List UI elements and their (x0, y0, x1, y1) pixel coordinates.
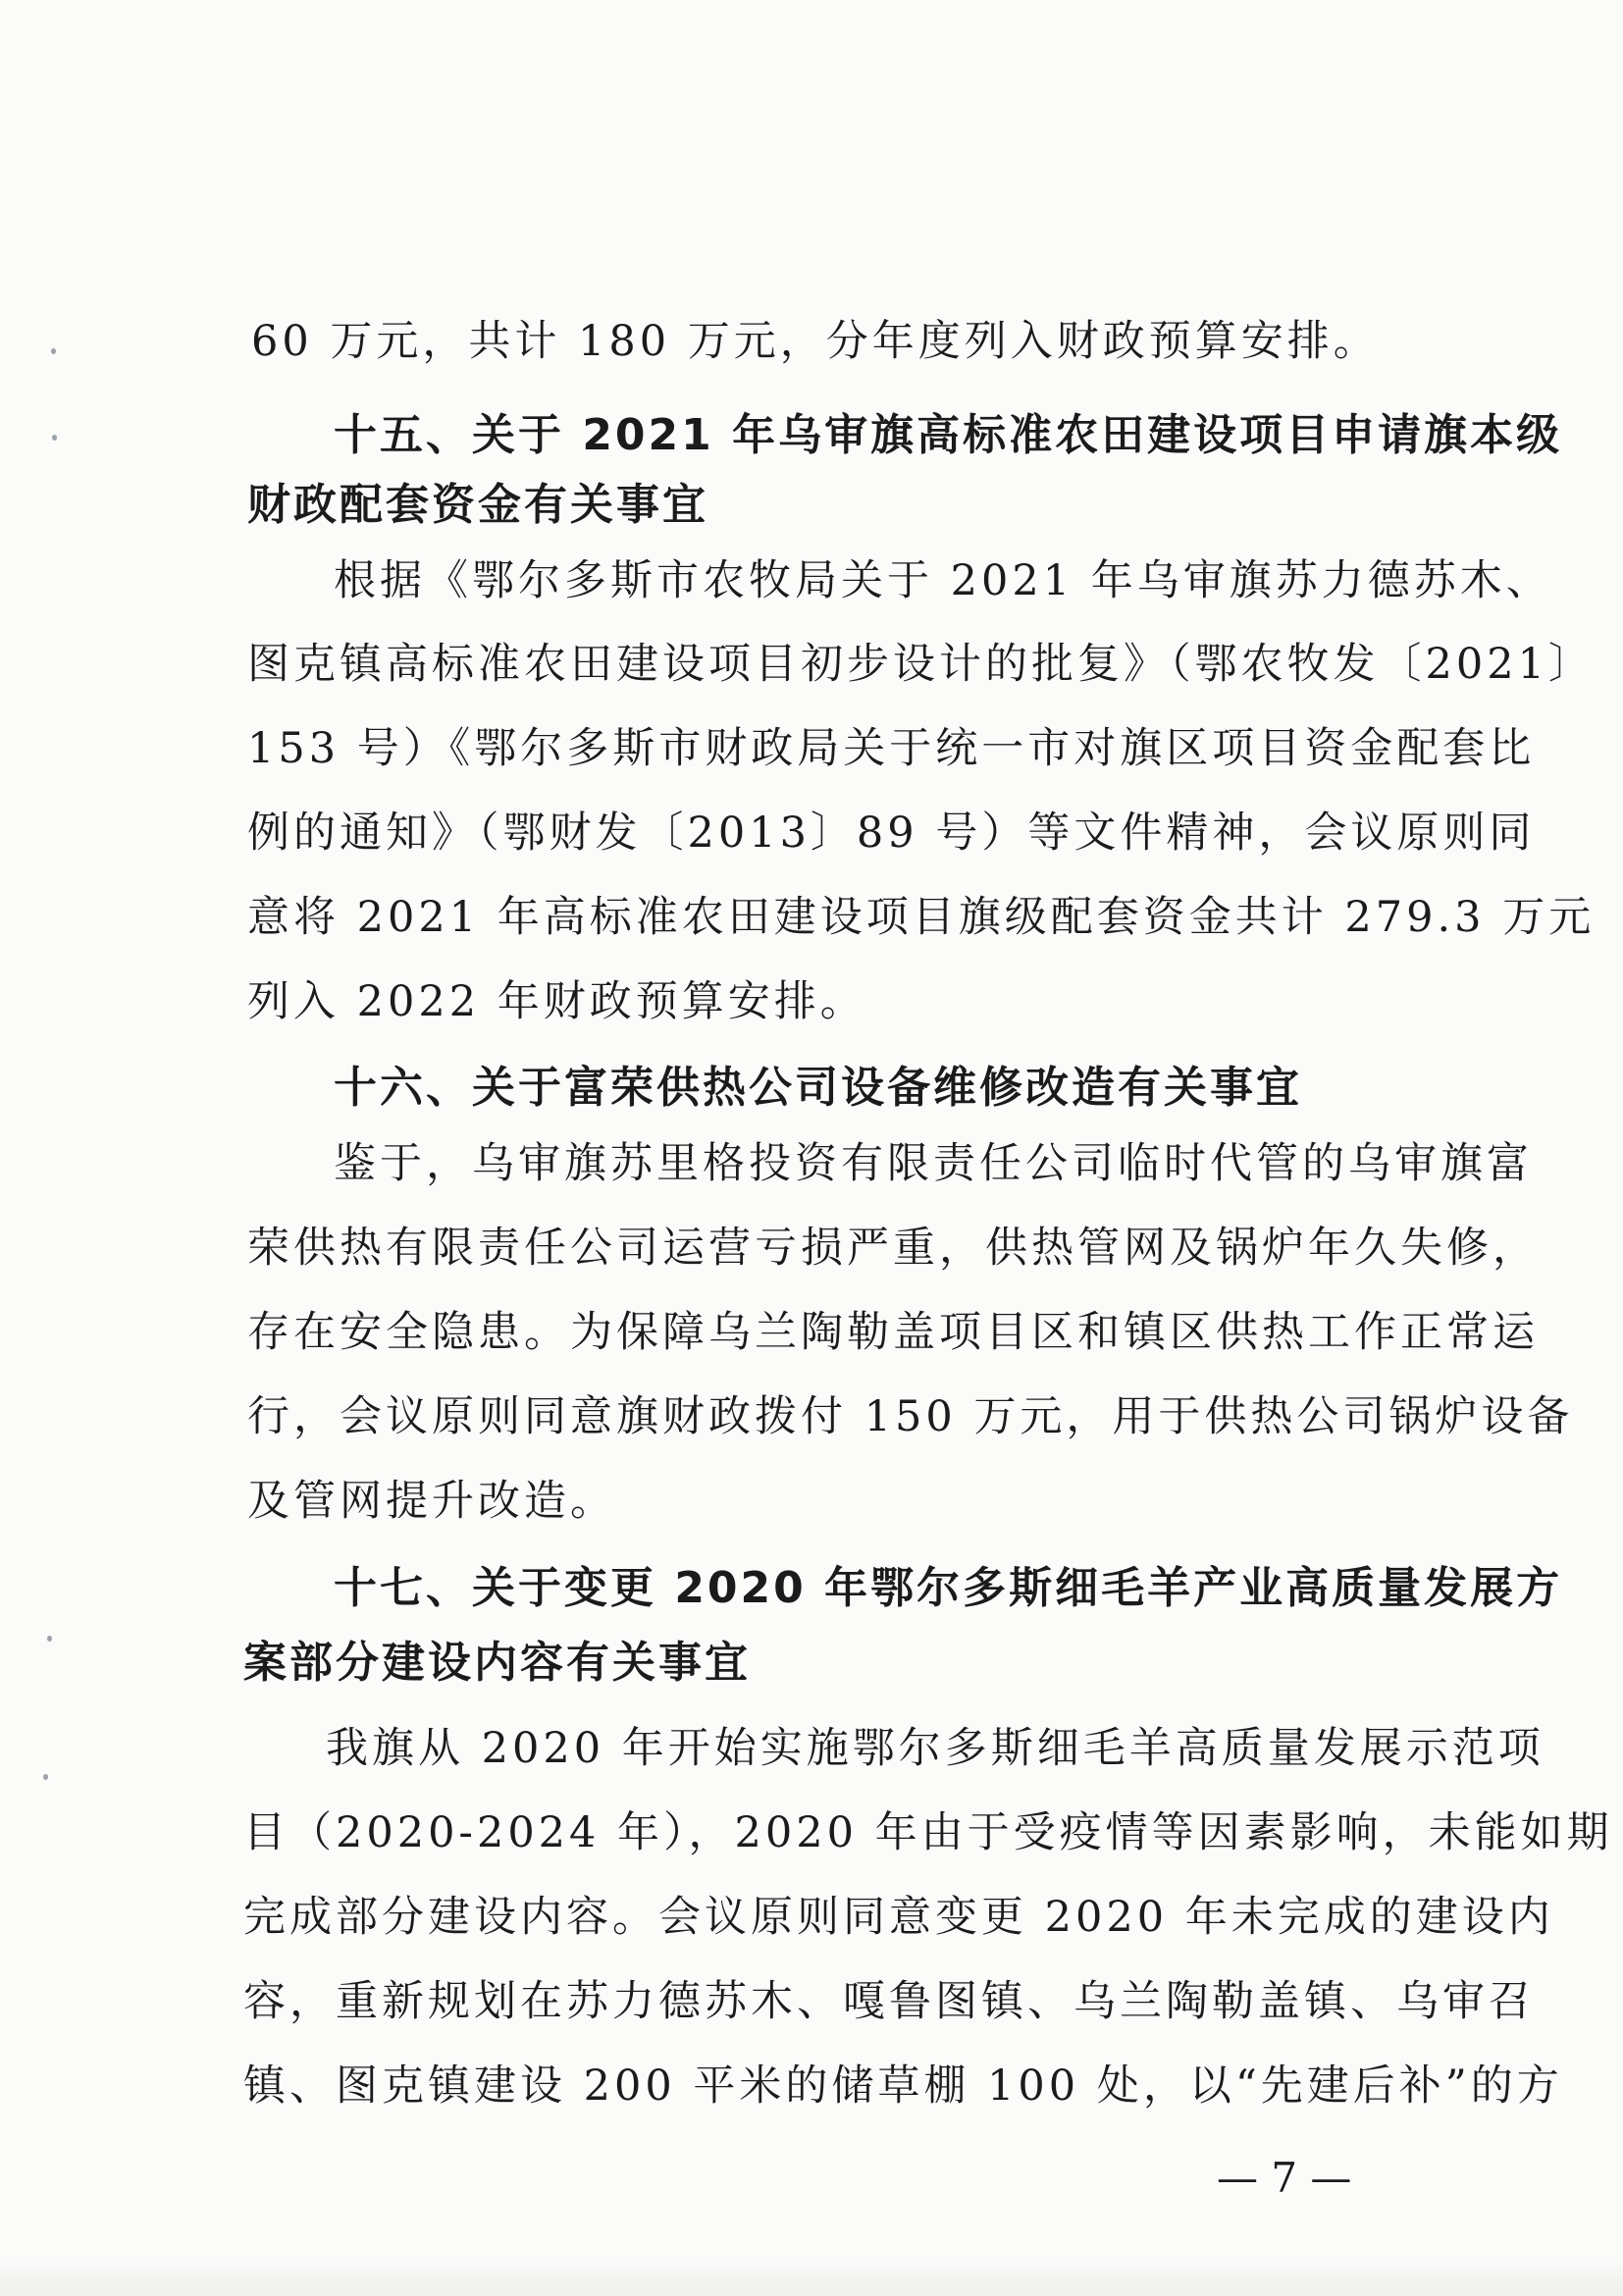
body-line: 存在安全隐患。为保障乌兰陶勒盖项目区和镇区供热工作正常运 (247, 1308, 1539, 1357)
section-heading-16: 十六、关于富荣供热公司设备维修改造有关事宜 (334, 1063, 1302, 1113)
body-line: 60 万元，共计 180 万元，分年度列入财政预算安排。 (251, 317, 1380, 366)
page-number: — 7 — (1217, 2154, 1352, 2202)
scan-speck (51, 348, 56, 354)
body-line: 例的通知》（鄂财发〔2013〕89 号）等文件精神，会议原则同 (247, 809, 1536, 858)
section-heading-17: 十七、关于变更 2020 年鄂尔多斯细毛羊产业高质量发展方 (334, 1563, 1563, 1613)
body-line: 图克镇高标准农田建设项目初步设计的批复》（鄂农牧发〔2021〕 (247, 640, 1595, 689)
body-line: 列入 2022 年财政预算安排。 (247, 977, 866, 1026)
body-line: 意将 2021 年高标准农田建设项目旗级配套资金共计 279.3 万元 (247, 893, 1596, 942)
body-line: 153 号）《鄂尔多斯市财政局关于统一市对旗区项目资金配套比 (247, 724, 1536, 773)
body-line: 镇、图克镇建设 200 平米的储草棚 100 处，以“先建后补”的方 (243, 2061, 1563, 2111)
section-heading-15-cont: 财政配套资金有关事宜 (247, 480, 708, 530)
body-line: 及管网提升改造。 (247, 1477, 616, 1526)
section-heading-17-cont: 案部分建设内容有关事宜 (243, 1638, 751, 1688)
scan-speck (52, 435, 57, 441)
scan-bottom-edge (0, 2257, 1623, 2296)
body-line: 容，重新规划在苏力德苏木、嘎鲁图镇、乌兰陶勒盖镇、乌审召 (243, 1977, 1535, 2026)
scan-speck (47, 1636, 52, 1642)
body-line: 行，会议原则同意旗财政拨付 150 万元，用于供热公司锅炉设备 (247, 1392, 1574, 1441)
body-line: 荣供热有限责任公司运营亏损严重，供热管网及锅炉年久失修， (247, 1224, 1539, 1273)
section-heading-15: 十五、关于 2021 年乌审旗高标准农田建设项目申请旗本级 (334, 410, 1563, 460)
scan-speck (43, 1774, 48, 1780)
body-line: 完成部分建设内容。会议原则同意变更 2020 年未完成的建设内 (243, 1893, 1554, 1942)
body-line: 我旗从 2020 年开始实施鄂尔多斯细毛羊高质量发展示范项 (326, 1724, 1544, 1773)
body-line: 鉴于，乌审旗苏里格投资有限责任公司临时代管的乌审旗富 (334, 1139, 1533, 1188)
body-line: 根据《鄂尔多斯市农牧局关于 2021 年乌审旗苏力德苏木、 (334, 556, 1552, 605)
body-line: 目（2020-2024 年），2020 年由于受疫情等因素影响，未能如期 (243, 1808, 1613, 1857)
